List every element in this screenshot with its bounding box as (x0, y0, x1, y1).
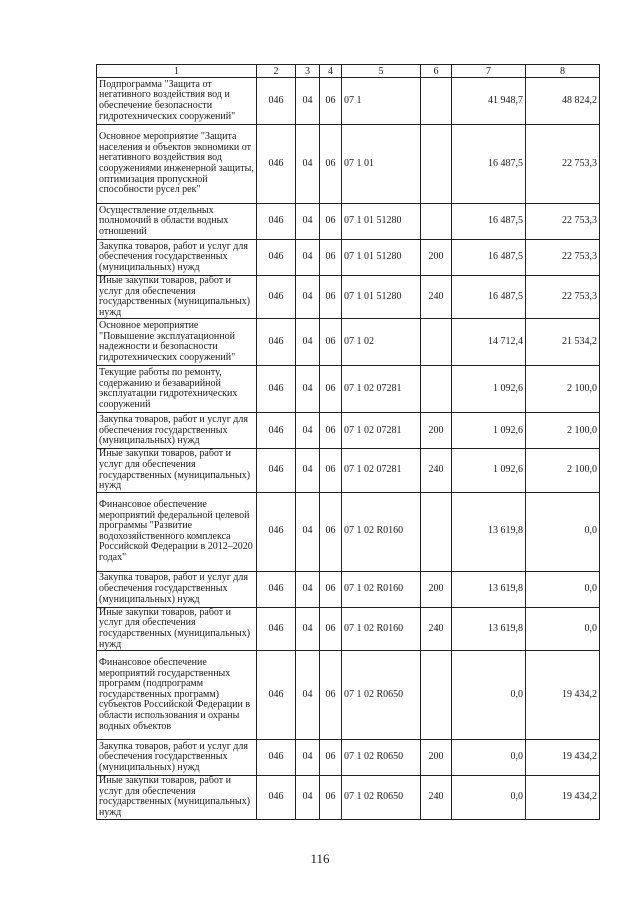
cell-expense-type (421, 319, 452, 366)
cell-target-article: 07 1 02 07281 (342, 449, 421, 492)
cell-target-article: 07 1 01 51280 (342, 276, 421, 319)
cell-ministry-code: 046 (257, 204, 296, 240)
cell-name: Подпрограмма "Защита от негативного воздействия вод и обеспечение безопасности гидротехнических сооружений" (97, 78, 257, 125)
header-cell: 6 (421, 65, 452, 78)
header-cell: 3 (296, 65, 320, 78)
cell-target-article: 07 1 02 R0160 (342, 607, 421, 650)
cell-target-article: 07 1 02 R0160 (342, 571, 421, 607)
cell-name: Финансовое обеспечение мероприятий государственных программ (подпрограмм государственных программ) субъектов Российской Федерации в области использования и охраны водных объектов (97, 651, 257, 740)
table-row (97, 319, 600, 366)
table-body (97, 65, 600, 820)
cell-amount-2: 22 753,3 (526, 204, 600, 240)
cell-amount-1: 13 619,8 (452, 607, 526, 650)
cell-target-article: 07 1 02 (342, 319, 421, 366)
budget-table (96, 64, 600, 820)
cell-amount-2: 0,0 (526, 492, 600, 571)
cell-amount-1: 16 487,5 (452, 204, 526, 240)
table-row (97, 276, 600, 319)
table-row (97, 366, 600, 413)
table-row (97, 571, 600, 607)
cell-amount-1: 16 487,5 (452, 240, 526, 276)
cell-subsection: 06 (320, 240, 342, 276)
cell-name: Основное мероприятие "Повышение эксплуатационной надежности и безопасности гидротехнических сооружений" (97, 319, 257, 366)
cell-name: Иные закупки товаров, работ и услуг для обеспечения государственных (муниципальных) нужд (97, 607, 257, 650)
cell-expense-type: 240 (421, 607, 452, 650)
cell-subsection: 06 (320, 413, 342, 449)
cell-subsection: 06 (320, 776, 342, 819)
cell-ministry-code: 046 (257, 571, 296, 607)
cell-subsection: 06 (320, 276, 342, 319)
cell-expense-type: 240 (421, 776, 452, 819)
header-cell: 7 (452, 65, 526, 78)
cell-expense-type (421, 78, 452, 125)
cell-subsection: 06 (320, 492, 342, 571)
table-row (97, 492, 600, 571)
cell-section: 04 (296, 78, 320, 125)
cell-name: Иные закупки товаров, работ и услуг для обеспечения государственных (муниципальных) нужд (97, 776, 257, 819)
cell-name: Иные закупки товаров, работ и услуг для обеспечения государственных (муниципальных) нужд (97, 276, 257, 319)
cell-name: Закупка товаров, работ и услуг для обеспечения государственных (муниципальных) нужд (97, 413, 257, 449)
cell-amount-2: 0,0 (526, 571, 600, 607)
cell-ministry-code: 046 (257, 240, 296, 276)
header-cell: 8 (526, 65, 600, 78)
table-row (97, 204, 600, 240)
cell-amount-1: 14 712,4 (452, 319, 526, 366)
cell-expense-type: 240 (421, 449, 452, 492)
cell-subsection: 06 (320, 740, 342, 776)
cell-subsection: 06 (320, 366, 342, 413)
cell-name: Закупка товаров, работ и услуг для обеспечения государственных (муниципальных) нужд (97, 240, 257, 276)
cell-name: Осуществление отдельных полномочий в области водных отношений (97, 204, 257, 240)
cell-ministry-code: 046 (257, 492, 296, 571)
cell-amount-2: 19 434,2 (526, 740, 600, 776)
cell-expense-type: 200 (421, 571, 452, 607)
cell-amount-2: 19 434,2 (526, 651, 600, 740)
cell-amount-1: 16 487,5 (452, 276, 526, 319)
cell-amount-1: 13 619,8 (452, 492, 526, 571)
table-row (97, 776, 600, 819)
cell-expense-type (421, 204, 452, 240)
cell-target-article: 07 1 02 07281 (342, 366, 421, 413)
cell-expense-type (421, 651, 452, 740)
cell-name: Закупка товаров, работ и услуг для обеспечения государственных (муниципальных) нужд (97, 740, 257, 776)
cell-expense-type: 200 (421, 240, 452, 276)
cell-amount-2: 0,0 (526, 607, 600, 650)
cell-expense-type (421, 125, 452, 204)
cell-amount-2: 22 753,3 (526, 125, 600, 204)
cell-target-article: 07 1 02 R0160 (342, 492, 421, 571)
cell-ministry-code: 046 (257, 78, 296, 125)
cell-name: Текущие работы по ремонту, содержанию и безаварийной эксплуатации гидротехнических сооружений (97, 366, 257, 413)
cell-amount-2: 2 100,0 (526, 449, 600, 492)
cell-target-article: 07 1 02 07281 (342, 413, 421, 449)
cell-ministry-code: 046 (257, 319, 296, 366)
cell-amount-2: 2 100,0 (526, 366, 600, 413)
cell-amount-1: 1 092,6 (452, 413, 526, 449)
cell-amount-2: 22 753,3 (526, 276, 600, 319)
cell-section: 04 (296, 740, 320, 776)
cell-ministry-code: 046 (257, 413, 296, 449)
cell-name: Иные закупки товаров, работ и услуг для обеспечения государственных (муниципальных) нужд (97, 449, 257, 492)
cell-target-article: 07 1 (342, 78, 421, 125)
cell-expense-type (421, 492, 452, 571)
table-row (97, 413, 600, 449)
cell-expense-type: 200 (421, 740, 452, 776)
cell-amount-2: 21 534,2 (526, 319, 600, 366)
cell-ministry-code: 046 (257, 651, 296, 740)
cell-section: 04 (296, 651, 320, 740)
table-row (97, 740, 600, 776)
cell-amount-1: 16 487,5 (452, 125, 526, 204)
cell-amount-2: 2 100,0 (526, 413, 600, 449)
cell-amount-2: 19 434,2 (526, 776, 600, 819)
cell-expense-type: 200 (421, 413, 452, 449)
cell-amount-1: 1 092,6 (452, 449, 526, 492)
cell-target-article: 07 1 02 R0650 (342, 651, 421, 740)
header-cell: 2 (257, 65, 296, 78)
cell-subsection: 06 (320, 204, 342, 240)
table-row (97, 449, 600, 492)
cell-subsection: 06 (320, 571, 342, 607)
table-row (97, 240, 600, 276)
cell-target-article: 07 1 01 (342, 125, 421, 204)
cell-subsection: 06 (320, 319, 342, 366)
cell-subsection: 06 (320, 125, 342, 204)
cell-amount-1: 1 092,6 (452, 366, 526, 413)
cell-expense-type (421, 366, 452, 413)
cell-target-article: 07 1 01 51280 (342, 240, 421, 276)
cell-section: 04 (296, 366, 320, 413)
cell-ministry-code: 046 (257, 740, 296, 776)
cell-name: Основное мероприятие "Защита населения и объектов экономики от негативного воздействия вод сооружениями инженерной защиты, оптимизация пропускной способности русел рек" (97, 125, 257, 204)
cell-ministry-code: 046 (257, 276, 296, 319)
cell-section: 04 (296, 204, 320, 240)
cell-ministry-code: 046 (257, 125, 296, 204)
page-number: 116 (310, 851, 330, 866)
table-row (97, 78, 600, 125)
cell-amount-2: 48 824,2 (526, 78, 600, 125)
table-row (97, 651, 600, 740)
cell-name: Финансовое обеспечение мероприятий федеральной целевой программы "Развитие водохозяйственного комплекса Российской Федерации в 2012–2020 годах" (97, 492, 257, 571)
cell-subsection: 06 (320, 607, 342, 650)
cell-section: 04 (296, 776, 320, 819)
cell-section: 04 (296, 449, 320, 492)
cell-target-article: 07 1 02 R0650 (342, 776, 421, 819)
cell-name: Закупка товаров, работ и услуг для обеспечения государственных (муниципальных) нужд (97, 571, 257, 607)
cell-subsection: 06 (320, 449, 342, 492)
cell-section: 04 (296, 319, 320, 366)
cell-expense-type: 240 (421, 276, 452, 319)
cell-amount-1: 41 948,7 (452, 78, 526, 125)
cell-section: 04 (296, 571, 320, 607)
cell-target-article: 07 1 02 R0650 (342, 740, 421, 776)
cell-amount-1: 13 619,8 (452, 571, 526, 607)
table-row (97, 125, 600, 204)
header-cell: 4 (320, 65, 342, 78)
header-cell: 5 (342, 65, 421, 78)
cell-amount-1: 0,0 (452, 651, 526, 740)
cell-subsection: 06 (320, 78, 342, 125)
cell-section: 04 (296, 413, 320, 449)
cell-section: 04 (296, 492, 320, 571)
cell-amount-2: 22 753,3 (526, 240, 600, 276)
header-cell: 1 (97, 65, 257, 78)
table-row (97, 607, 600, 650)
cell-subsection: 06 (320, 651, 342, 740)
header-row (97, 65, 600, 78)
cell-section: 04 (296, 276, 320, 319)
cell-section: 04 (296, 240, 320, 276)
cell-amount-1: 0,0 (452, 776, 526, 819)
cell-ministry-code: 046 (257, 607, 296, 650)
cell-section: 04 (296, 125, 320, 204)
cell-target-article: 07 1 01 51280 (342, 204, 421, 240)
cell-ministry-code: 046 (257, 449, 296, 492)
cell-amount-1: 0,0 (452, 740, 526, 776)
cell-section: 04 (296, 607, 320, 650)
cell-ministry-code: 046 (257, 366, 296, 413)
cell-ministry-code: 046 (257, 776, 296, 819)
